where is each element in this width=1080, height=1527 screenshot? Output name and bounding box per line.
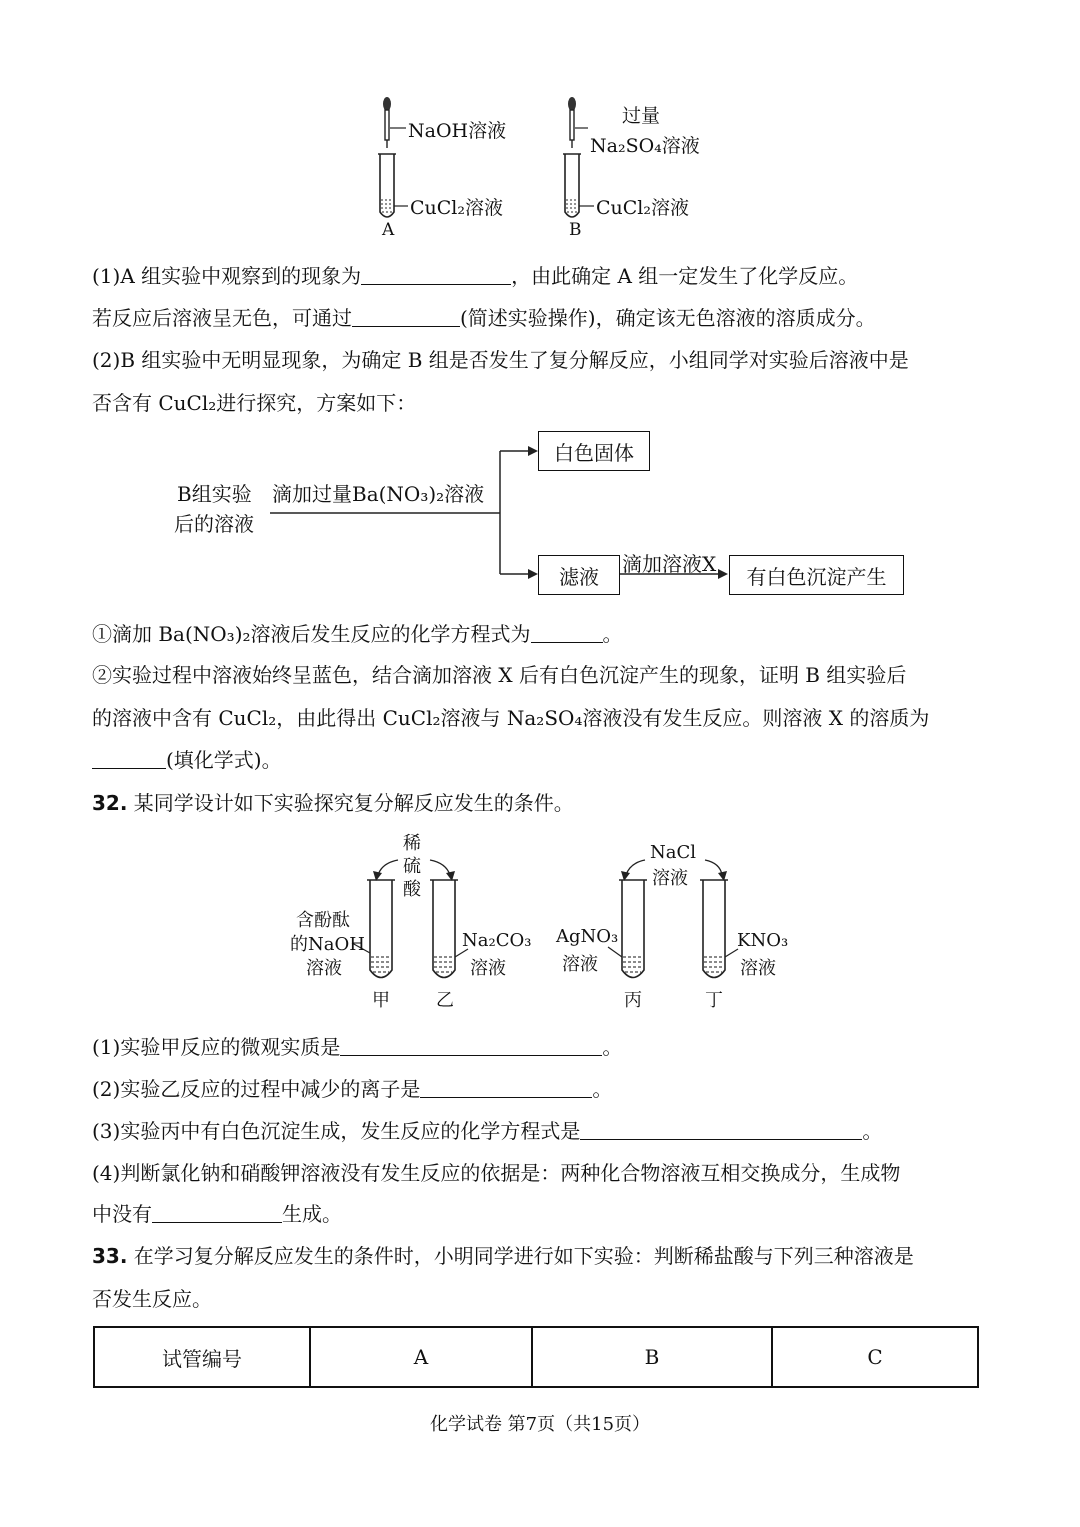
- flow-step1-label: 滴加过量Ba(NO₃)₂溶液: [272, 482, 485, 506]
- q32-part1-text: (1)实验甲反应的微观实质是: [92, 1035, 341, 1059]
- q32-part2-text: (2)实验乙反应的过程中减少的离子是: [92, 1077, 421, 1101]
- table-header-tube-no: 试管编号: [94, 1327, 310, 1387]
- answer-blank[interactable]: [92, 748, 166, 769]
- reagent-nacl-1: NaCl: [650, 842, 697, 863]
- dropper-b-label-top: 过量: [622, 105, 661, 127]
- answer-blank[interactable]: [580, 1119, 862, 1140]
- q31-sub1-text-end: 。: [602, 622, 623, 646]
- bing-label-1: AgNO₃: [556, 926, 619, 947]
- dropper-b-label: Na₂SO₄溶液: [590, 135, 700, 157]
- flow-box-white-solid: 白色固体: [538, 431, 650, 471]
- answer-blank[interactable]: [352, 306, 460, 327]
- yi-label-2: 溶液: [470, 958, 506, 979]
- q31-part1-line2: [92, 304, 876, 332]
- flow-box-filtrate: 滤液: [538, 555, 620, 595]
- answer-blank[interactable]: [340, 1035, 602, 1056]
- q31-part2-line2: 否含有 CuCl₂进行探究，方案如下：: [92, 391, 417, 415]
- yi-label-1: Na₂CO₃: [462, 930, 532, 951]
- table-row: [94, 1327, 978, 1387]
- ding-label-1: KNO₃: [737, 930, 789, 951]
- q32-part4-line2: [92, 1200, 342, 1228]
- q32-number: 32.: [92, 791, 128, 815]
- q32-title-line: [92, 789, 574, 817]
- q33-title: 在学习复分解反应发生的条件时，小明同学进行如下实验：判断稀盐酸与下列三种溶液是: [127, 1244, 914, 1268]
- table-header-b: B: [532, 1327, 772, 1387]
- q31-sub1-text: ①滴加 Ba(NO₃)₂溶液后发生反应的化学方程式为: [92, 622, 531, 646]
- jia-label-2: 的NaOH: [290, 934, 365, 955]
- tube-name-yi: 乙: [436, 990, 454, 1011]
- flow-start-line2: 后的溶液: [174, 512, 254, 536]
- test-tube-ding-icon: [700, 880, 738, 978]
- reagent-nacl-2: 溶液: [652, 868, 688, 889]
- test-tube-a-icon: [378, 154, 408, 217]
- tube-a-letter: A: [382, 220, 395, 240]
- answer-blank[interactable]: [152, 1202, 282, 1223]
- q31-part1-text2: 若反应后溶液呈无色，可通过: [92, 306, 352, 330]
- ding-label-2: 溶液: [740, 958, 776, 979]
- q32-part2-end: 。: [592, 1077, 613, 1101]
- tube-b-label: CuCl₂溶液: [596, 197, 690, 219]
- q31-sub2-text-end: (填化学式)。: [166, 748, 282, 772]
- q31-part1-text2-end: (简述实验操作)，确定该无色溶液的溶质成分。: [460, 306, 876, 330]
- q31-sub1-line: [92, 620, 623, 648]
- table-header-c: C: [772, 1327, 978, 1387]
- q32-part1-end: 。: [602, 1035, 623, 1059]
- reagent-dilute-sulfuric-2: 硫: [403, 856, 421, 877]
- q32-title: 某同学设计如下实验探究复分解反应发生的条件。: [127, 791, 574, 815]
- q33-title-line: [92, 1242, 914, 1270]
- table-header-a: A: [310, 1327, 532, 1387]
- reagent-dilute-sulfuric-1: 稀: [403, 833, 421, 854]
- q33-number: 33.: [92, 1244, 128, 1268]
- jia-label-1: 含酚酞: [296, 910, 350, 931]
- q31-sub2-line2: 的溶液中含有 CuCl₂，由此得出 CuCl₂溶液与 Na₂SO₄溶液没有发生反应。则溶液 X 的溶质为: [92, 706, 930, 730]
- test-tube-yi-icon: [430, 880, 468, 978]
- q33-title-line2: 否发生反应。: [92, 1287, 212, 1311]
- jia-label-3: 溶液: [306, 958, 342, 979]
- dropper-a-icon: [383, 97, 406, 148]
- test-tube-b-icon: [563, 154, 594, 217]
- dropper-a-label: NaOH溶液: [408, 120, 507, 142]
- q31-part1-line: [92, 262, 858, 290]
- q32-part3-text: (3)实验丙中有白色沉淀生成，发生反应的化学方程式是: [92, 1119, 581, 1143]
- tube-a-label: CuCl₂溶液: [410, 197, 504, 219]
- q32-part3-end: 。: [862, 1119, 883, 1143]
- reagent-dilute-sulfuric-3: 酸: [403, 879, 421, 900]
- q31-part1-text: (1)A 组实验中观察到的现象为: [92, 264, 362, 288]
- answer-blank[interactable]: [361, 264, 511, 285]
- q32-part1-line: [92, 1033, 622, 1061]
- tube-name-bing: 丙: [624, 990, 642, 1011]
- q31-part1-text-end: ，由此确定 A 组一定发生了化学反应。: [511, 264, 859, 288]
- answer-blank[interactable]: [420, 1077, 592, 1098]
- q32-part3-line: [92, 1117, 882, 1145]
- flow-start-line1: B组实验: [177, 482, 252, 506]
- bing-label-2: 溶液: [562, 954, 598, 975]
- flow-box-result: 有白色沉淀产生: [729, 555, 904, 595]
- q32-part4-line1: (4)判断氯化钠和硝酸钾溶液没有发生反应的依据是：两种化合物溶液互相交换成分，生成物: [92, 1161, 901, 1185]
- page-footer: 化学试卷 第7页（共15页）: [429, 1414, 651, 1435]
- q31-sub2-line3: [92, 746, 282, 774]
- tube-name-ding: 丁: [705, 990, 723, 1011]
- tube-name-jia: 甲: [372, 990, 390, 1011]
- dropper-b-icon: [568, 97, 588, 148]
- four-tubes-figure: [290, 835, 810, 1015]
- test-tube-jia-icon: [352, 880, 395, 978]
- q33-table: [93, 1326, 979, 1388]
- q32-part4-text: 中没有: [92, 1202, 152, 1226]
- q32-part2-line: [92, 1075, 612, 1103]
- tube-b-letter: B: [569, 220, 582, 240]
- answer-blank[interactable]: [531, 622, 603, 643]
- q32-part4-end: 生成。: [282, 1202, 342, 1226]
- q31-part2-line: (2)B 组实验中无明显现象，为确定 B 组是否发生了复分解反应，小组同学对实验后溶液中是: [92, 348, 909, 372]
- flow-step2-label: 滴加溶液X: [622, 552, 717, 576]
- q31-sub2-line1: ②实验过程中溶液始终呈蓝色，结合滴加溶液 X 后有白色沉淀产生的现象，证明 B 组实验后: [92, 663, 907, 687]
